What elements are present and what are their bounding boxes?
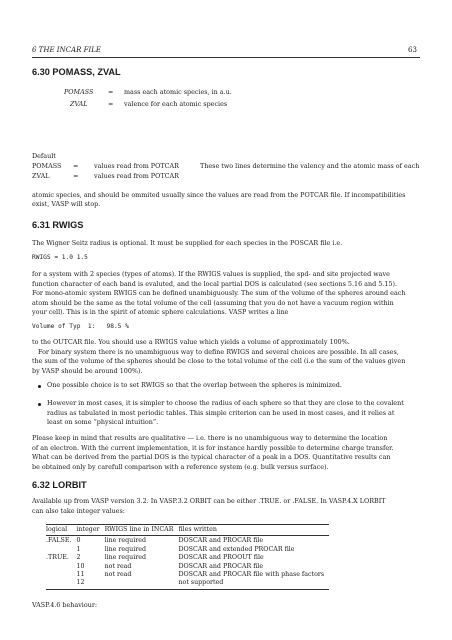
rwigs-bullet2-line2: radius as tabulated in most periodic tables. This simple criterion can be used in most cases, and it relies at xyxy=(47,408,395,417)
column-header: integer xyxy=(76,525,104,536)
table-row xyxy=(46,546,329,554)
rwigs-para1-line4: atom should be the same as the total volume of the cell (assuming that you do not have a vacuum region within xyxy=(32,298,394,307)
table-cell: not read xyxy=(104,571,132,579)
lorbit-footer-text: VASP.4.6 behaviour: xyxy=(32,601,98,609)
table-row xyxy=(46,536,329,546)
def-desc-zval: valence for each atomic species xyxy=(124,100,228,108)
table-cell: not supported xyxy=(178,579,329,589)
default-label: Default xyxy=(32,152,56,160)
lorbit-table xyxy=(46,524,329,590)
rwigs-para1-line2: function character of each band is evaluted, and the local partial DOS is calculated (see sections 5.16 and 5.15). xyxy=(32,279,397,288)
running-header-chapter: 6 THE INCAR FILE xyxy=(32,46,101,54)
table-cell: 11 xyxy=(76,571,85,579)
default-note-line1: These two lines determine the valency and the atomic mass of each xyxy=(200,162,420,170)
rwigs-para2-line1: to the OUTCAR file. You should use a RWIGS value which yields a volume of approximately 100%. xyxy=(32,338,350,346)
rwigs-para3-line2: of an electron. With the current implementation, it is for instance hardly possible to determine charge transfer. xyxy=(32,443,394,452)
table-header-row xyxy=(46,525,329,536)
rwigs-para2-line3: the sum of the volume of the spheres should be close to the total volume of the cell (i.e the sum of the values given xyxy=(32,357,406,365)
column-header: files written xyxy=(178,525,329,536)
table-cell: DOSCAR and PROCAR file xyxy=(178,562,264,570)
section-title-lorbit: 6.32 LORBIT xyxy=(32,480,87,490)
table-cell xyxy=(46,546,76,554)
table-row xyxy=(46,571,329,579)
rwigs-para3-line1: Please keep in mind that results are qualitative — i.e. there is no unambiguous way to determine the location xyxy=(32,434,388,442)
rwigs-para1-line5: your cell). This is in the spirit of atomic sphere calculations. VASP writes a line xyxy=(32,308,289,316)
lorbit-intro-line1: Available up from VASP version 3.2. In VASP.3.2 ORBIT can be either .TRUE. or .FALSE. In VASP.4.X LORBIT xyxy=(32,497,386,505)
table-cell: .TRUE. xyxy=(46,554,69,562)
default-value-zval: values read from POTCAR xyxy=(94,172,179,180)
table-cell: 12 xyxy=(76,579,104,589)
note-line2: atomic species, and should be ommited usually since the values are read from the POTCAR file. If incompatibilities xyxy=(32,191,406,199)
table-cell xyxy=(105,579,179,589)
column-header: logical xyxy=(46,525,76,536)
table-cell: 0 xyxy=(76,537,81,545)
column-header: RWIGS line in INCAR xyxy=(105,525,179,536)
rwigs-intro: The Wigner Seitz radius is optional. It must be supplied for each species in the POSCAR file i.e. xyxy=(32,239,343,247)
rwigs-para2-line4: by VASP should be around 100%). xyxy=(32,366,143,375)
default-key-zval: ZVAL xyxy=(32,172,50,180)
default-key-pomass: POMASS xyxy=(32,162,62,170)
section-title-pomass-zval: 6.30 POMASS, ZVAL xyxy=(32,67,121,77)
default-eq-zval: = xyxy=(73,172,79,180)
table-cell: line required xyxy=(104,545,146,553)
rwigs-para1-line3: For mono-atomic system RWIGS can be defined unambiguously. The sum of the volume of the spheres around each xyxy=(32,289,406,297)
table-row xyxy=(46,579,329,589)
table-cell: line required xyxy=(104,554,146,562)
table-cell: DOSCAR and extended PROCAR file xyxy=(178,545,295,553)
table-cell: DOSCAR and PROCAR file xyxy=(178,537,264,545)
rwigs-bullet2-line1: However in most cases, it is simpler to choose the radius of each sphere so that they are close to the covalent xyxy=(47,399,404,407)
def-eq-zval: = xyxy=(108,100,114,108)
table-cell: not read xyxy=(104,562,132,570)
table-cell: .FALSE. xyxy=(46,537,72,545)
table-cell: DOSCAR and PROCAR file with phase factors xyxy=(178,571,325,579)
def-term-pomass: POMASS xyxy=(64,88,94,96)
default-value-pomass: values read from POTCAR xyxy=(94,162,179,170)
table-cell: DOSCAR and PROOUT file xyxy=(178,554,264,562)
def-term-zval: ZVAL xyxy=(70,100,88,108)
bullet-marker xyxy=(38,403,41,406)
table-cell xyxy=(46,563,76,571)
rwigs-bullet2-line3: least on some “physical intuition”. xyxy=(47,418,159,426)
rwigs-volume-line: Volume of Typ 1: 98.5 % xyxy=(32,323,129,330)
table-cell: 10 xyxy=(76,562,85,570)
bullet-marker xyxy=(38,385,41,388)
rwigs-para3-line3: What can be derived from the partial DOS is the typical character of a peak in a DOS. Quantitative results can xyxy=(32,453,391,461)
rwigs-para2-line2: For binary system there is no unambiguous way to define RWIGS and several choices are possible. In all cases, xyxy=(38,347,399,356)
page-number: 63 xyxy=(408,46,417,54)
note-line3: exist, VASP will stop. xyxy=(32,200,101,208)
rwigs-para1-line1: for a system with 2 species (types of atoms). If the RWIGS values is supplied, the spd- and site projected wave xyxy=(32,270,390,278)
rwigs-bullet1: One possible choice is to set RWIGS so that the overlap between the spheres is minimized. xyxy=(47,381,342,389)
rwigs-para3-line4: be obtained only by carefull comparison with a reference system (e.g. bulk versus surface). xyxy=(32,462,329,471)
section-title-rwigs: 6.31 RWIGS xyxy=(32,220,84,230)
lorbit-intro-line2: can also take integer values: xyxy=(32,506,125,515)
table-cell: 2 xyxy=(76,554,81,562)
table-cell: line required xyxy=(104,537,146,545)
table-cell: 1 xyxy=(76,545,81,553)
table-row xyxy=(46,563,329,571)
table-cell xyxy=(46,571,76,579)
def-eq-pomass: = xyxy=(108,88,114,96)
def-desc-pomass: mass each atomic species, in a.u. xyxy=(124,88,232,96)
table-cell xyxy=(46,579,76,589)
rwigs-code-example: RWIGS = 1.0 1.5 xyxy=(32,254,88,261)
default-eq-pomass: = xyxy=(73,162,79,170)
header-rule xyxy=(32,57,420,58)
table-row xyxy=(46,554,329,562)
